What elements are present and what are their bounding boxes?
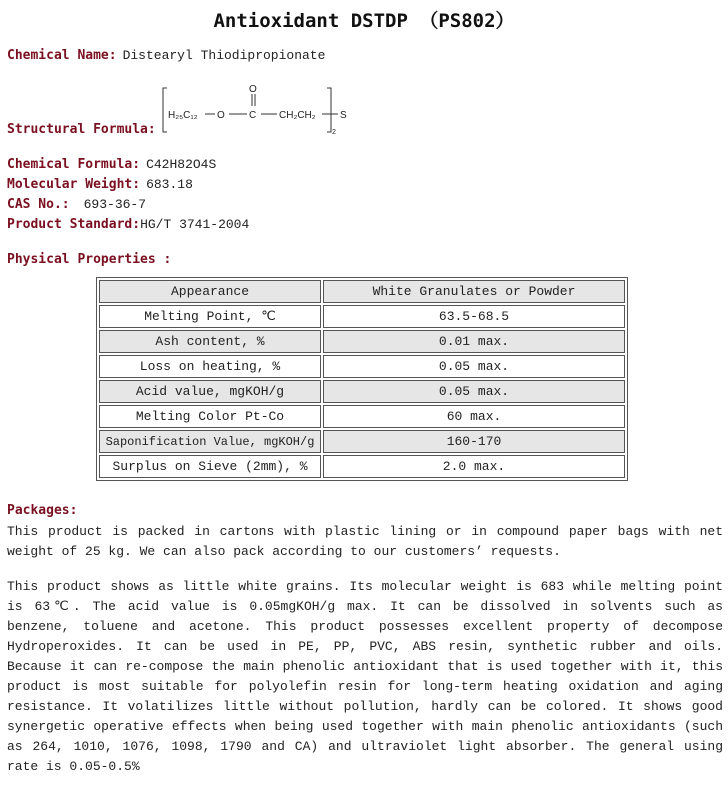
property-value: 160-170 [323, 430, 625, 453]
property-name: Appearance [99, 280, 321, 303]
molecular-weight-label: Molecular Weight: [7, 177, 141, 192]
structural-formula-label: Structural Formula: [7, 122, 156, 137]
cas-value: 693-36-7 [83, 197, 147, 212]
table-row [99, 380, 625, 403]
property-value: 63.5-68.5 [323, 305, 625, 328]
formula-carbonyl-o: O [249, 84, 257, 95]
property-name: Melting Color Pt-Co [99, 405, 321, 428]
formula-carbonyl-c: C [249, 110, 257, 121]
packages-text: This product is packed in cartons with plastic lining or in compound paper bags with net weight of 25 kg. We can also pack according to our customers’ requests. [7, 524, 723, 559]
property-name: Saponification Value, mgKOH/g [99, 430, 321, 453]
property-value: 0.01 max. [323, 330, 625, 353]
description-text: This product shows as little white grains. Its molecular weight is 683 while melting point is 63℃. The acid value is 0.05mgKOH/g max. It can be dissolved in solvents such as benzene, toluene and acetone. This product possesses excellent property of decompose Hydroperoxides. It can be used in PE, PP, PVC, ABS resin, synthetic rubber and oils. Because it can re-compose the main phenolic antioxidant that is used together with it, this product is most suitable for polyolefin resin for long-term heating oxidation and aging resistance. It volatilizes little without pollution, hardly can be colored. It shows good synergetic operative effects when being used together with main phenolic antioxidants (such as 264, 1010, 1076, 1098, 1790 and CA) and ultraviolet light absorber. The general using rate is 0.05-0.5% [7, 579, 723, 774]
cas-label: CAS No.: [7, 197, 70, 212]
chemical-name-row [7, 48, 325, 64]
property-value: 2.0 max. [323, 455, 625, 478]
physical-properties-label: Physical Properties : [7, 252, 172, 267]
formula-o-single: O [217, 110, 225, 121]
page-title: Antioxidant DSTDP （PS802） [213, 10, 515, 32]
table-row [99, 355, 625, 378]
formula-subscript: 2 [332, 129, 336, 136]
property-value: 0.05 max. [323, 355, 625, 378]
table-row [99, 430, 625, 453]
physical-properties-heading [7, 252, 171, 268]
chemical-name-label: Chemical Name: [7, 48, 117, 63]
property-value: White Granulates or Powder [323, 280, 625, 303]
physical-properties-table [96, 277, 628, 481]
right-bracket [327, 88, 331, 132]
structural-formula-diagram [160, 80, 350, 136]
chemical-formula-row [7, 157, 216, 173]
chemical-formula-label: Chemical Formula: [7, 157, 141, 172]
product-standard-row [7, 217, 249, 233]
molecular-weight-value: 683.18 [146, 177, 193, 192]
left-bracket [163, 88, 167, 132]
structural-formula-row [7, 122, 156, 138]
chemical-name-value: Distearyl Thiodipropionate [122, 48, 326, 63]
formula-sulfur: S [340, 110, 347, 121]
property-name: Melting Point, ℃ [99, 305, 321, 328]
product-standard-label: Product Standard: [7, 217, 141, 232]
formula-group-left: H₂₅C₁₂ [168, 110, 198, 121]
property-name: Acid value, mgKOH/g [99, 380, 321, 403]
formula-chain: CH₂CH₂ [279, 110, 316, 121]
property-name: Ash content, % [99, 330, 321, 353]
table-row [99, 330, 625, 353]
packages-label: Packages: [7, 503, 78, 518]
table-row [99, 280, 625, 303]
table-row [99, 405, 625, 428]
property-value: 60 max. [323, 405, 625, 428]
property-value: 0.05 max. [323, 380, 625, 403]
packages-heading [7, 503, 77, 519]
cas-row [7, 197, 146, 213]
table-row [99, 305, 625, 328]
property-name: Loss on heating, % [99, 355, 321, 378]
product-standard-value: HG/T 3741-2004 [140, 217, 250, 232]
property-name: Surplus on Sieve (2mm), % [99, 455, 321, 478]
chemical-formula-value: C42H82O4S [146, 157, 217, 172]
molecular-weight-row [7, 177, 193, 193]
table-row [99, 455, 625, 478]
